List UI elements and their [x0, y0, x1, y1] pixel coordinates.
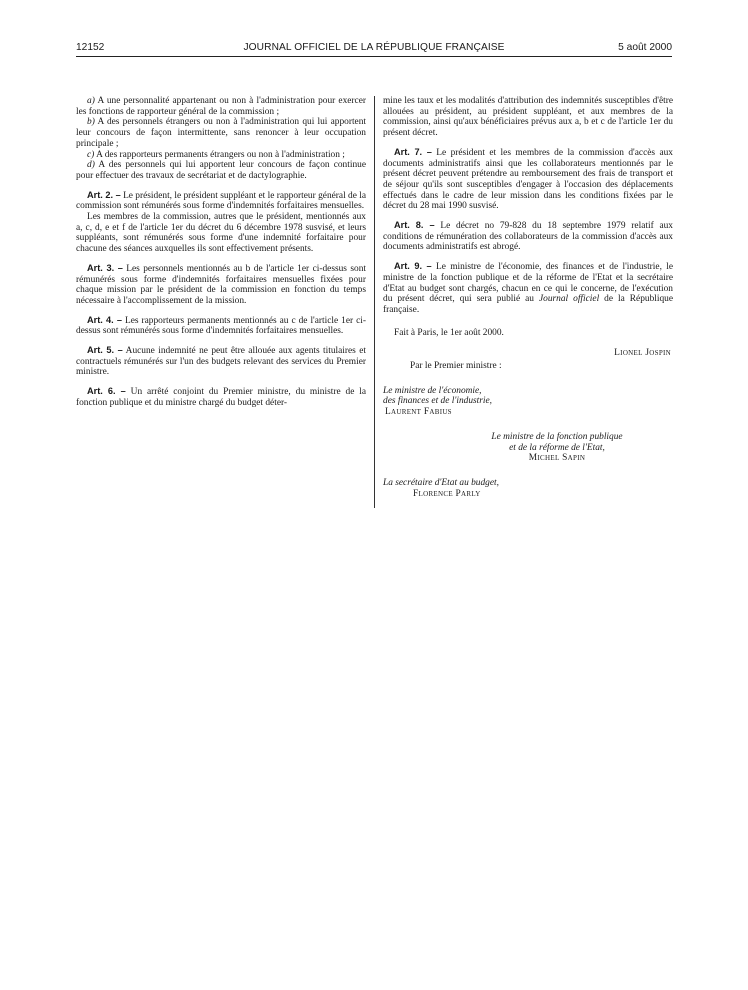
item-c: c) A des rapporteurs permanents étrangers ou non à l'administration ;	[87, 149, 345, 160]
economy-minister-name: Laurent Fabius	[385, 407, 452, 418]
article-4: Art. 4. – Les rapporteurs permanents mentionnés au c de l'article 1er ci-dessus sont rémunérés sous forme d'indemnités forfaitaires mensuelles.	[76, 314, 367, 337]
economy-minister-title-1: Le ministre de l'économie,	[383, 385, 482, 396]
item-b: b) A des personnels étrangers ou non à l'administration qui lui apportent leur concours de façon intermittente, sans renoncer à leur occupation principale ;	[76, 117, 366, 149]
article-7: Art. 7. – Le président et les membres de la commission d'accès aux documents administratifs ainsi que les collaborateurs mentionnés par le présent décret peuvent prétendre au remboursement des frais de transport et de séjour qu'ils sont susceptibles d'engager à l'occasion des déplacements effectués dans le cadre de leur mission dans les conditions fixées par le décret du 28 mai 1990 susvisé.	[383, 146, 673, 212]
economy-minister-title-2: des finances et de l'industrie,	[383, 396, 493, 407]
civil-service-minister-title-2: et de la réforme de l'Etat,	[509, 442, 605, 453]
budget-secretary-block	[383, 478, 673, 499]
civil-service-minister-name: Michel Sapin	[528, 453, 586, 464]
done-at-line: Fait à Paris, le 1er août 2000.	[394, 327, 504, 338]
page-header	[76, 42, 672, 57]
budget-secretary-title: La secrétaire d'Etat au budget,	[383, 477, 499, 488]
article-3: Art. 3. – Les personnels mentionnés au b de l'article 1er ci-dessus sont rémunérés sous forme d'indemnités forfaitaires mensuelles fixées pour chaque mission par le président de la commission en fonction du temps nécessaire à l'accomplissement de la mission.	[76, 262, 366, 306]
column-divider	[374, 96, 375, 508]
article-9: Art. 9. – Le ministre de l'économie, des finances et de l'industrie, le ministre de la fonction publique et de la réforme de l'Etat et la secrétaire d'Etat au budget sont chargés, chacun en ce qui le concerne, de l'exécution du présent décret, qui sera publié au Journal officiel de la République française.	[383, 261, 673, 315]
issue-date: 5 août 2000	[618, 42, 672, 53]
article-6-continued: mine les taux et les modalités d'attribution des indemnités susceptibles d'être allouées au président, au président suppléant, et aux membres de la commission, ainsi qu'aux bénéficiaires prévus aux a, b et c de l'article 1er du présent décret.	[383, 96, 673, 139]
article-5: Art. 5. – Aucune indemnité ne peut être allouée aux agents titulaires et contractuels rémunérés sur l'un des budgets relevant des services du Premier ministre.	[76, 345, 366, 378]
budget-secretary-name: Florence Parly	[413, 488, 481, 499]
left-column	[76, 96, 366, 409]
item-d: d) A des personnels qui lui apportent leur concours de façon continue pour effectuer des travaux de secrétariat et de dactylographie.	[76, 160, 366, 181]
economy-minister-block	[383, 386, 673, 418]
article-2-paragraph-2: Les membres de la commission, autres que le président, mentionnés aux a, c, d, e et f de l'article 1er du décret du 6 décembre 1978 susvisé, et leurs suppléants, sont rémunérés sous forme d'une indemnité forfaitaire pour chacune des séances auxquelles ils sont effectivement présents.	[76, 212, 366, 255]
by-prime-minister: Par le Premier ministre :	[410, 361, 502, 372]
article-6: Art. 6. – Un arrêté conjoint du Premier ministre, du ministre de la fonction publique et du ministre chargé du budget déter-	[76, 386, 367, 408]
item-a: a) A une personnalité appartenant ou non à l'administration pour exercer les fonctions de rapporteur général de la commission ;	[76, 96, 366, 117]
civil-service-minister-title-1: Le ministre de la fonction publique	[491, 431, 623, 442]
prime-minister-signature: Lionel Jospin	[614, 348, 671, 359]
journal-title: JOURNAL OFFICIEL DE LA RÉPUBLIQUE FRANÇAISE	[243, 42, 505, 53]
article-8: Art. 8. – Le décret no 79-828 du 18 septembre 1979 relatif aux conditions de rémunération des collaborateurs de la commission d'accès aux documents administratifs est abrogé.	[383, 220, 673, 253]
right-column	[383, 96, 673, 499]
civil-service-minister-block	[383, 432, 673, 464]
page-number: 12152	[76, 42, 105, 53]
article-2: Art. 2. – Le président, le président suppléant et le rapporteur général de la commission sont rémunérés sous forme d'indemnités forfaitaires mensuelles.	[76, 189, 366, 212]
